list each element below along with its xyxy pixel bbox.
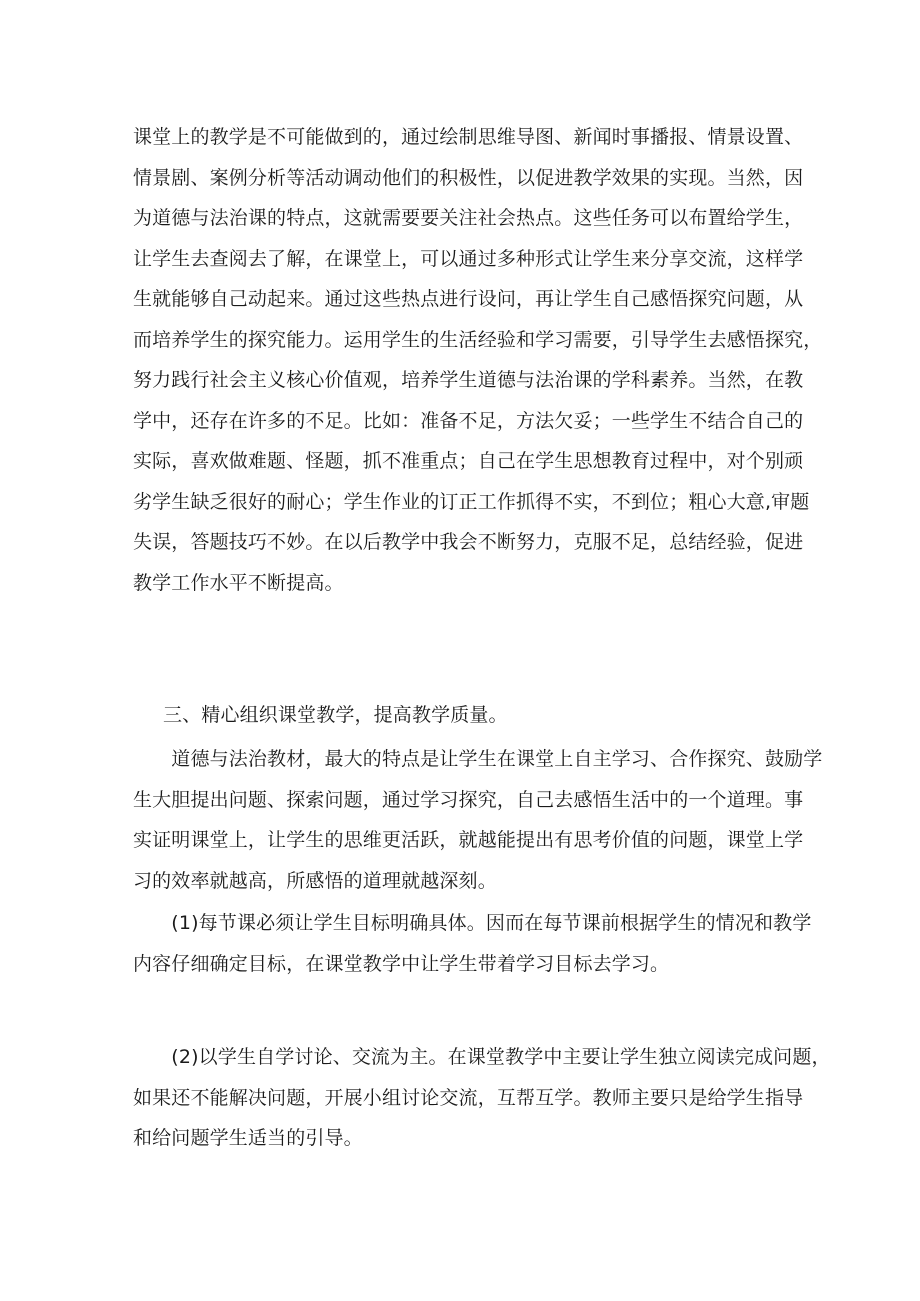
body-paragraph <box>133 117 823 603</box>
text-line: 而培养学生的探究能力。运用学生的生活经验和学习需要，引导学生去感悟探究， <box>133 328 823 351</box>
numbered-item <box>133 1037 831 1159</box>
text-line: 习的效率就越高，所感悟的道理就越深刻。 <box>133 869 497 892</box>
text-line: 劣学生缺乏很好的耐心；学生作业的订正工作抓得不实，不到位；粗心大意,审题 <box>133 490 810 513</box>
numbered-item <box>133 903 812 984</box>
text-line: 生大胆提出问题、探索问题，通过学习探究，自己去感悟生活中的一个道理。事 <box>133 788 804 811</box>
text-line: 道德与法治教材，最大的特点是让学生在课堂上自主学习、合作探究、鼓励学 <box>133 748 823 770</box>
text-line: 如果还不能解决问题，开展小组讨论交流，互帮互学。教师主要只是给学生指导 <box>133 1086 804 1109</box>
text-line: 内容仔细确定目标，在课堂教学中让学生带着学习目标去学习。 <box>133 952 670 975</box>
text-line: 实证明课堂上，让学生的思维更活跃，就越能提出有思考价值的问题，课堂上学 <box>133 829 804 851</box>
text-line: 让学生去查阅去了解，在课堂上，可以通过多种形式让学生来分享交流，这样学 <box>133 247 804 270</box>
text-line: (2)以学生自学讨论、交流为主。在课堂教学中主要让学生独立阅读完成问题， <box>133 1046 831 1068</box>
body-paragraph <box>133 739 823 901</box>
text-line: (1)每节课必须让学生目标明确具体。因而在每节课前根据学生的情况和教学 <box>133 912 812 934</box>
text-line: 努力践行社会主义核心价值观，培养学生道德与法治课的学科素养。当然，在教 <box>133 369 804 391</box>
text-line: 课堂上的教学是不可能做到的，通过绘制思维导图、新闻时事播报、情景设置、 <box>133 126 804 148</box>
text-line: 教学工作水平不断提高。 <box>133 571 344 594</box>
heading-text: 三、精心组织课堂教学，提高教学质量。 <box>163 704 508 726</box>
text-line: 情景剧、案例分析等活动调动他们的积极性，以促进教学效果的实现。当然，因 <box>133 166 804 189</box>
text-line: 为道德与法治课的特点，这就需要要关注社会热点。这些任务可以布置给学生， <box>133 207 804 229</box>
text-line: 学中，还存在许多的不足。比如：准备不足，方法欠妥；一些学生不结合自己的 <box>133 409 804 432</box>
text-line: 失误，答题技巧不妙。在以后教学中我会不断努力，克服不足，总结经验，促进 <box>133 531 804 553</box>
section-heading <box>163 695 825 736</box>
text-line: 实际，喜欢做难题、怪题，抓不准重点；自己在学生思想教育过程中，对个别顽 <box>133 450 804 472</box>
text-line: 和给问题学生适当的引导。 <box>133 1127 363 1149</box>
text-line: 生就能够自己动起来。通过这些热点进行设问，再让学生自己感悟探究问题，从 <box>133 288 804 310</box>
